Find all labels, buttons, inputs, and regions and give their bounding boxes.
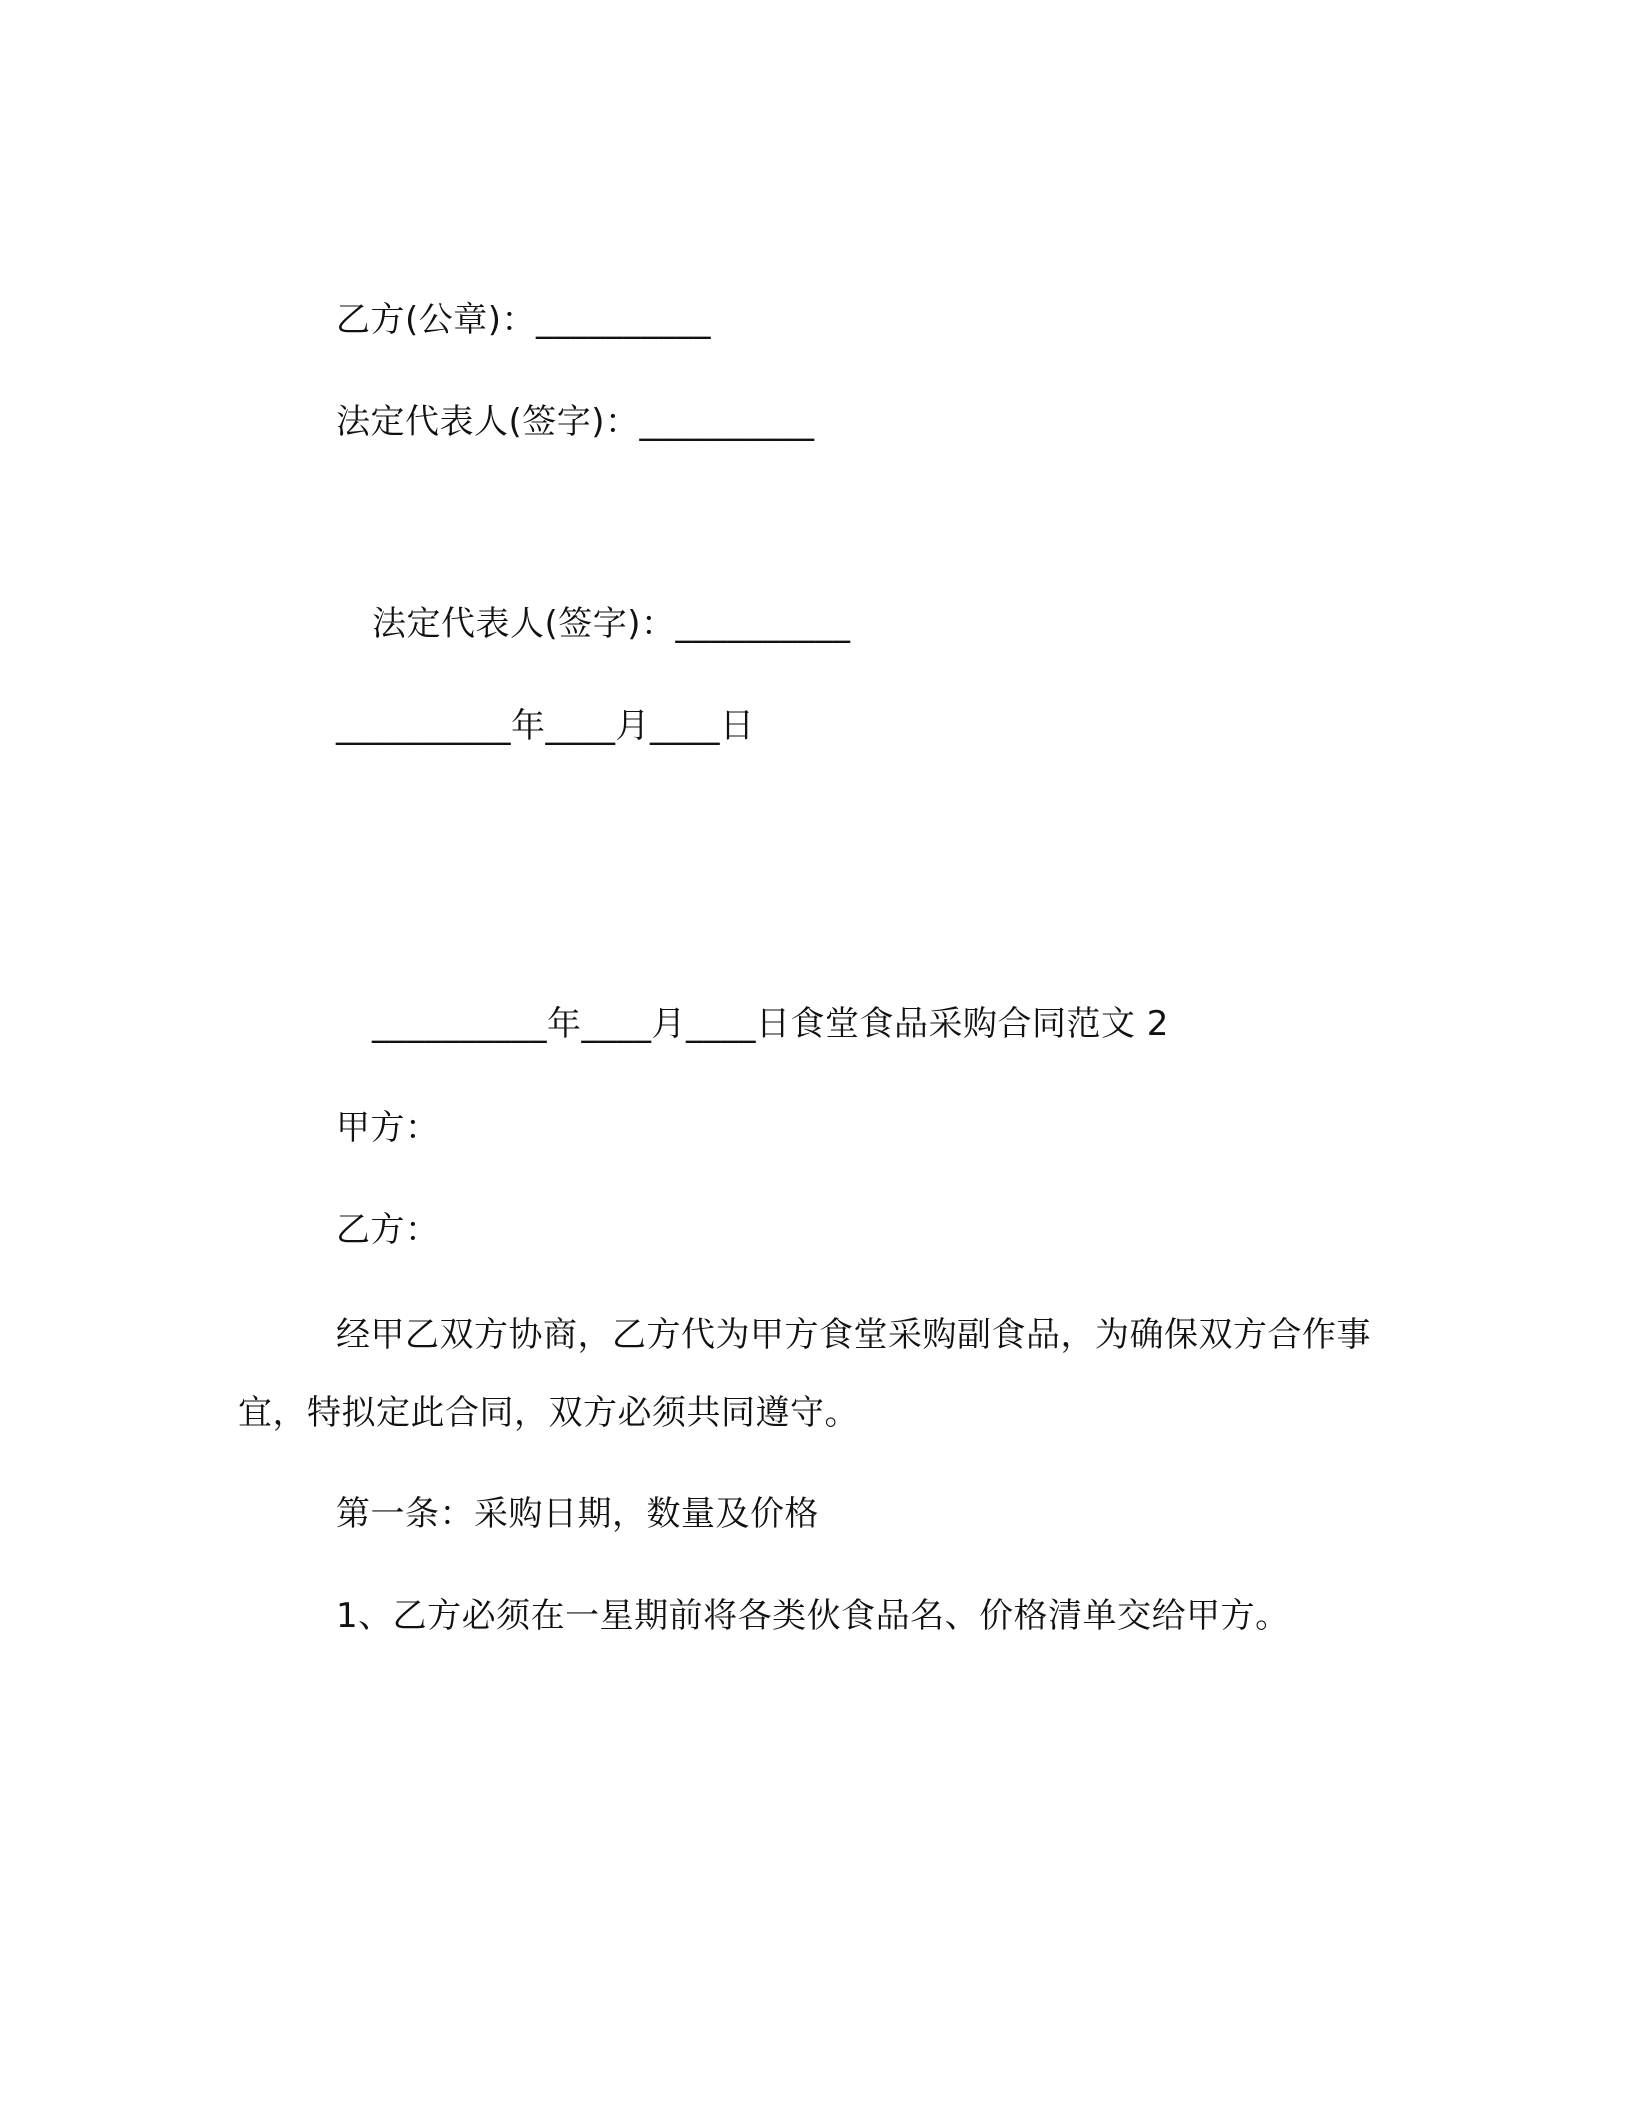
party-b-seal-line: 乙方(公章)：__________ bbox=[336, 300, 712, 340]
clause-1: 1、乙方必须在一星期前将各类伙食品名、价格清单交给甲方。 bbox=[336, 1596, 1290, 1636]
party-a-label: 甲方： bbox=[336, 1108, 440, 1148]
party-b-label: 乙方： bbox=[336, 1210, 440, 1250]
party-b-legal-rep-signature-line: 法定代表人(签字)：__________ bbox=[336, 402, 815, 442]
article-1-heading: 第一条：采购日期，数量及价格 bbox=[336, 1494, 819, 1534]
document-title: __________年____月____日食堂食品采购合同范文 2 bbox=[372, 1004, 1169, 1044]
legal-rep-signature-line: 法定代表人(签字)：__________ bbox=[372, 604, 851, 644]
intro-paragraph: 经甲乙双方协商，乙方代为甲方食堂采购副食品，为确保双方合作事宜，特拟定此合同，双方必须共同遵守。 bbox=[238, 1315, 1371, 1433]
signing-date-line: __________年____月____日 bbox=[336, 706, 755, 746]
